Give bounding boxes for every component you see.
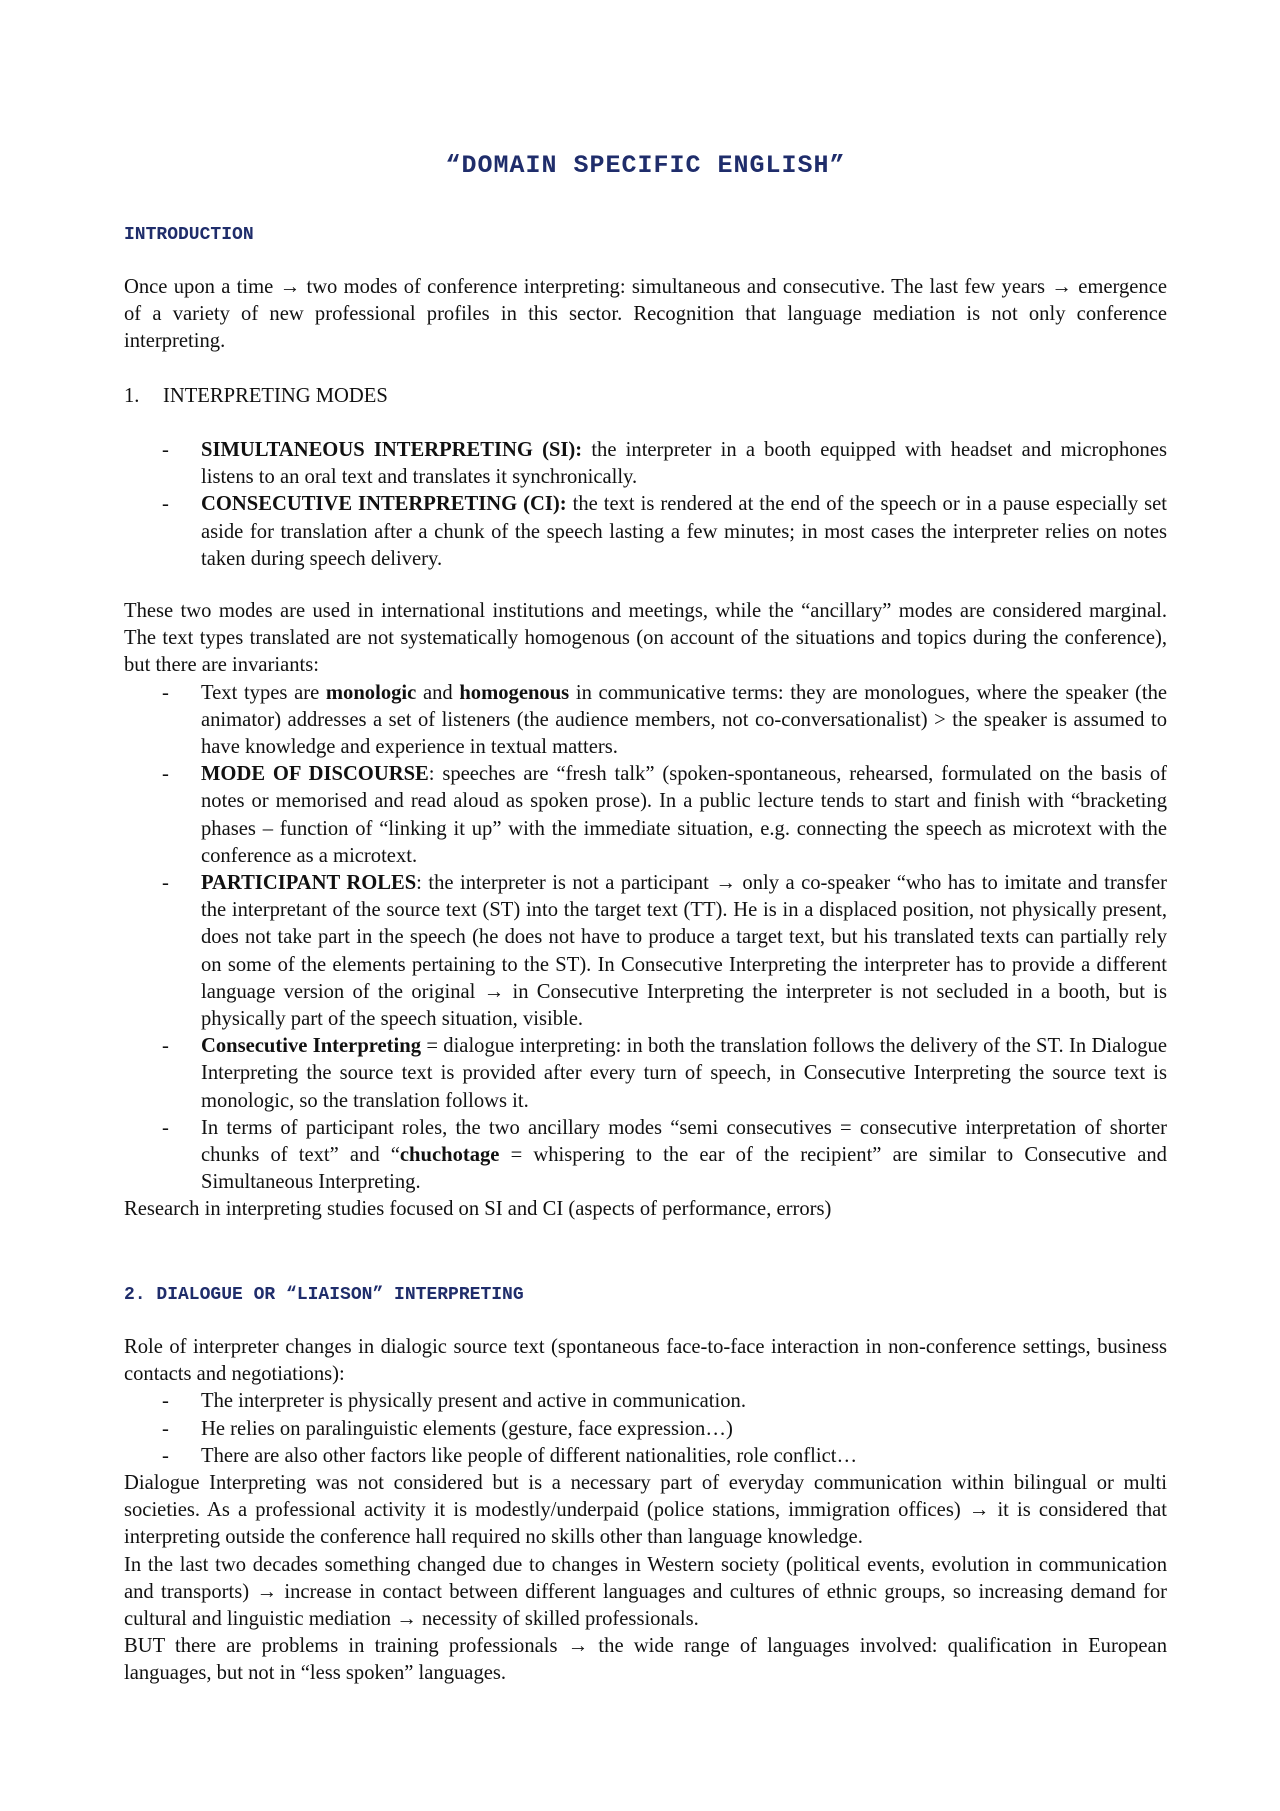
bullet-dash: - <box>162 439 169 461</box>
bullet-dash: - <box>162 1444 169 1467</box>
section2-paragraph: In the last two decades something changed due to changes in Western society (political events, evolution in communication and transports) → increase in contact between different languages and cultures of ethnic groups, so increasing demand for cultural and linguistic mediation → necessity of skilled professionals. <box>124 1553 1167 1631</box>
text-run: Text types are <box>201 681 326 704</box>
list-item <box>124 761 1167 870</box>
bold-term: monologic <box>325 681 417 704</box>
bold-term: chuchotage <box>399 1144 500 1167</box>
text-run: There are also other factors like people of different nationalities, role conflict… <box>201 1444 858 1467</box>
text-run: in communicative terms: they are monologues, where the speaker (the animator) addresses a set of listeners (the audience members, not co-conversationalist) > the speaker is assumed to have knowledge and experience in textual matters. <box>201 681 1168 759</box>
bold-term: Consecutive Interpreting <box>201 1035 422 1058</box>
list-item <box>124 870 1167 1033</box>
bullet-dash: - <box>162 681 169 704</box>
text-run: : speeches are “fresh talk” (spoken-spontaneous, rehearsed, formulated on the basis of notes or memorised and read aloud as spoken prose). In a public lecture tends to start and finish with “bracketing phases – function of “linking it up” with the immediate situation, e.g. connecting the speech as microtext with the conference as a microtext. <box>201 763 1167 867</box>
section2-block <box>124 1334 1167 1688</box>
section2-intro: Role of interpreter changes in dialogic source text (spontaneous face-to-face interaction in non-conference settings, business contacts and negotiations): <box>124 1336 1167 1386</box>
list-item <box>124 491 1167 573</box>
mode-term: SIMULTANEOUS INTERPRETING (SI): <box>201 439 583 461</box>
invariants-intro: These two modes are used in international institutions and meetings, while the “ancillary” modes are considered marginal. The text types translated are not systematically homogenous (on account of the situations and topics during the conference), but there are invariants: <box>124 600 1167 677</box>
list-item <box>124 1443 1167 1470</box>
section1-heading <box>124 383 388 410</box>
invariants-block <box>124 598 1167 1224</box>
mode-text: the text is rendered at the end of the speech or in a pause especially set aside for translation after a chunk of the speech lasting a few minutes; in most cases the interpreter relies on notes taken during speech delivery. <box>201 493 1167 570</box>
mode-text: the interpreter in a booth equipped with headset and microphones listens to an oral text and translates it synchronically. <box>201 439 1167 489</box>
text-run: The interpreter is physically present and active in communication. <box>201 1390 746 1413</box>
list-item <box>124 1416 1167 1443</box>
section1-number: 1. <box>124 385 140 407</box>
bullet-dash: - <box>162 1116 169 1139</box>
modes-list <box>124 437 1167 573</box>
text-run: = dialogue interpreting: in both the translation follows the delivery of the ST. In Dialogue Interpreting the source text is provided after every turn of speech, in Consecutive Interpreting the source text is monologic, so the translation follows it. <box>201 1035 1167 1112</box>
document-title: “DOMAIN SPECIFIC ENGLISH” <box>445 151 846 180</box>
mode-term: CONSECUTIVE INTERPRETING (CI): <box>201 493 567 516</box>
bullet-dash: - <box>162 1390 169 1413</box>
text-run: = whispering to the ear of the recipient” are similar to Consecutive and Simultaneous Interpreting. <box>201 1144 1167 1194</box>
research-note: Research in interpreting studies focused on SI and CI (aspects of performance, errors) <box>124 1198 832 1221</box>
text-run: In terms of participant roles, the two ancillary modes “semi consecutives = consecutive interpretation of shorter chunks of text” and “ <box>201 1116 1167 1167</box>
list-item <box>124 437 1167 491</box>
text-run: and <box>416 681 460 704</box>
list-item <box>124 1033 1167 1115</box>
intro-heading: INTRODUCTION <box>124 225 254 245</box>
section2-paragraph: Dialogue Interpreting was not considered but is a necessary part of everyday communication within bilingual or multi societies. As a professional activity it is modestly/underpaid (police stations, immigration offices) → it is considered that interpreting outside the conference hall required no skills other than language knowledge. <box>124 1472 1167 1549</box>
text-run: : the interpreter is not a participant → only a co-speaker “who has to imitate and transfer the interpretant of the source text (ST) into the target text (TT). He is in a displaced position, not physically present, does not take part in the speech (he does not have to produce a target text, but his translated texts can partially rely on some of the elements pertaining to the ST). In Consecutive Interpreting the interpreter has to provide a different language version of the original → in Consecutive Interpreting the interpreter is not secluded in a booth, but is physically part of the speech situation, visible. <box>201 872 1167 1031</box>
bold-term: MODE OF DISCOURSE <box>201 763 429 786</box>
bullet-dash: - <box>162 493 169 516</box>
section2-paragraph: BUT there are problems in training professionals → the wide range of languages involved: qualification in European languages, but not in “less spoken” languages. <box>124 1635 1167 1685</box>
bullet-dash: - <box>162 1035 169 1058</box>
bullet-dash: - <box>162 1417 169 1440</box>
bullet-dash: - <box>162 763 169 786</box>
bullet-dash: - <box>162 872 169 895</box>
text-run: He relies on paralinguistic elements (gesture, face expression…) <box>201 1417 733 1440</box>
section2-heading: 2. DIALOGUE OR “LIAISON” INTERPRETING <box>124 1285 524 1305</box>
list-item <box>124 1388 1167 1415</box>
list-item <box>124 680 1167 762</box>
intro-paragraph: Once upon a time → two modes of conference interpreting: simultaneous and consecutive. The last few years → emergence of a variety of new professional profiles in this sector. Recognition that language mediation is not only conference interpreting. <box>124 276 1167 353</box>
section1-title: INTERPRETING MODES <box>163 385 388 407</box>
list-item <box>124 1115 1167 1197</box>
bold-term: PARTICIPANT ROLES <box>201 872 417 895</box>
bold-term: homogenous <box>459 681 570 704</box>
